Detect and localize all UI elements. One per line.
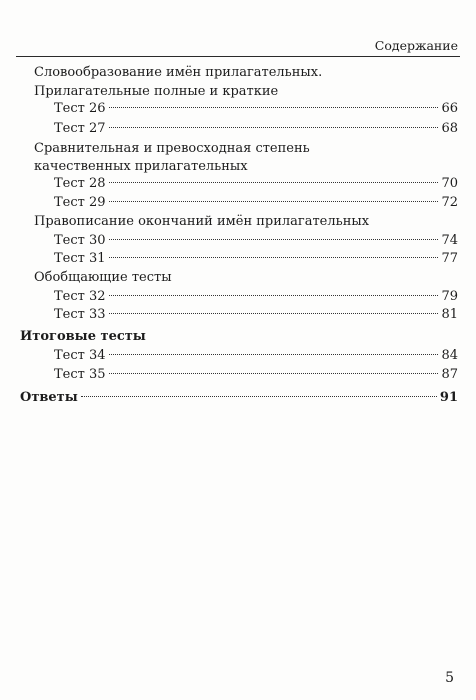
toc-entry-test-26[interactable]: [54, 99, 458, 119]
dot-leader: [109, 182, 439, 183]
entry-label: Тест 31: [54, 251, 106, 266]
dot-leader: [109, 201, 439, 202]
dot-leader: [109, 107, 439, 108]
dot-leader: [109, 373, 439, 374]
dot-leader: [81, 396, 437, 397]
dot-leader: [109, 295, 439, 296]
entry-label: Тест 28: [54, 176, 106, 191]
dot-leader: [109, 239, 439, 240]
section-heading: Правописание окончаний имён прилагательных: [34, 214, 370, 229]
entry-page: 81: [441, 307, 458, 322]
toc-entry-test-28[interactable]: [54, 174, 458, 194]
entry-page: 84: [441, 348, 458, 363]
entry-label: Тест 30: [54, 233, 106, 248]
dot-leader: [109, 313, 439, 314]
dot-leader: [109, 127, 439, 128]
section-heading: Прилагательные полные и краткие: [34, 84, 279, 99]
entry-page: 66: [441, 101, 458, 116]
page-number: 5: [445, 670, 454, 686]
entry-page: 68: [441, 121, 458, 136]
entry-label: Тест 29: [54, 195, 106, 210]
entry-label: Тест 32: [54, 289, 106, 304]
entry-label: Ответы: [20, 390, 78, 405]
entry-label: Тест 33: [54, 307, 106, 322]
section-heading: Словообразование имён прилагательных.: [34, 65, 323, 80]
toc-entry-test-33[interactable]: [54, 305, 458, 325]
section-heading-final-tests: Итоговые тесты: [20, 329, 146, 344]
entry-label: Тест 34: [54, 348, 106, 363]
dot-leader: [109, 354, 439, 355]
entry-label: Тест 27: [54, 121, 106, 136]
entry-page: 77: [441, 251, 458, 266]
toc-entry-test-30[interactable]: [54, 231, 458, 251]
entry-page: 79: [441, 289, 458, 304]
toc-entry-test-29[interactable]: [54, 193, 458, 213]
entry-page: 74: [441, 233, 458, 248]
running-header: [16, 36, 460, 57]
dot-leader: [109, 257, 439, 258]
header-title: Содержание: [374, 38, 458, 53]
entry-page: 91: [439, 390, 458, 405]
section-heading: качественных прилагательных: [34, 159, 248, 174]
toc-entry-test-27[interactable]: [54, 119, 458, 139]
toc-entry-answers[interactable]: [20, 388, 458, 408]
toc-entry-test-35[interactable]: [54, 365, 458, 385]
section-heading: Обобщающие тесты: [34, 270, 172, 285]
section-heading: Сравнительная и превосходная степень: [34, 141, 310, 156]
toc-entry-test-32[interactable]: [54, 287, 458, 307]
entry-page: 72: [441, 195, 458, 210]
entry-page: 70: [441, 176, 458, 191]
entry-label: Тест 26: [54, 101, 106, 116]
entry-page: 87: [441, 367, 458, 382]
entry-label: Тест 35: [54, 367, 106, 382]
toc-entry-test-34[interactable]: [54, 346, 458, 366]
toc-entry-test-31[interactable]: [54, 249, 458, 269]
